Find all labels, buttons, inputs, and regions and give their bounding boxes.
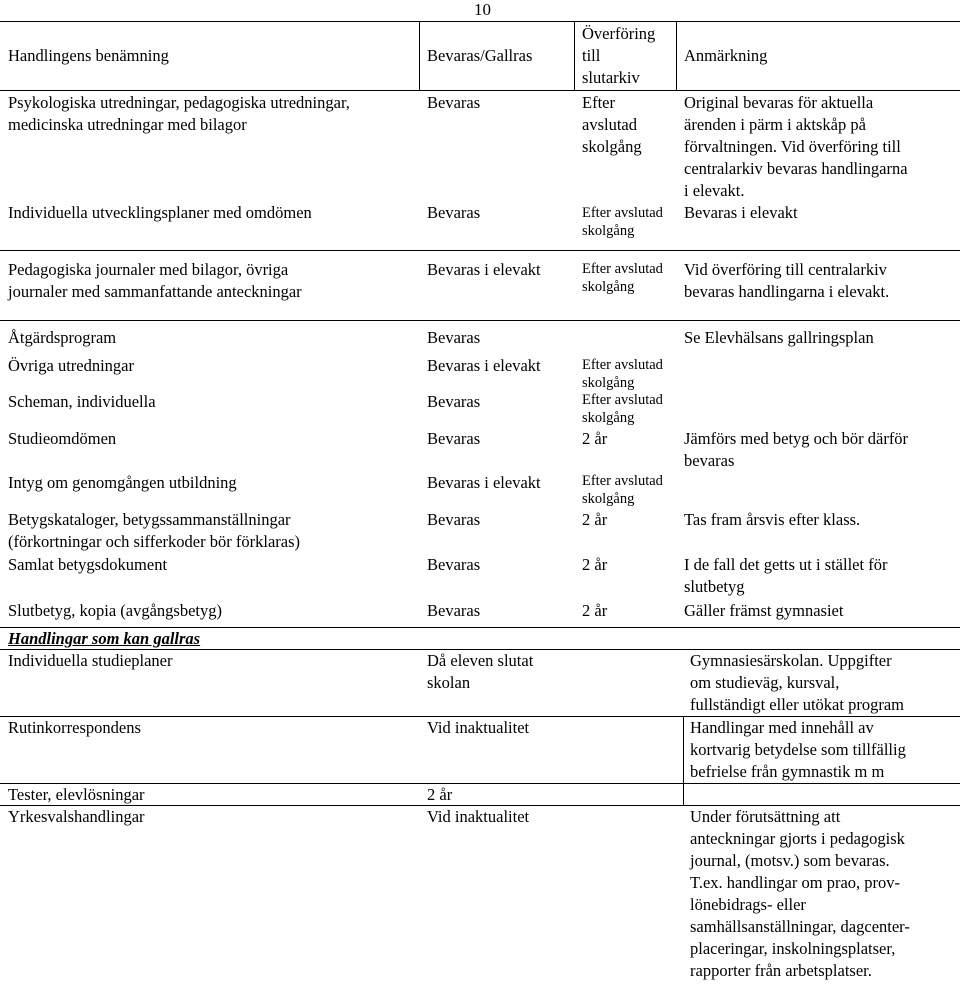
remark: samhällsanställningar, dagcenter- [690,917,910,936]
document-name: journaler med sammanfattande anteckningar [8,282,302,301]
retention-status: Bevaras i elevakt [427,473,541,492]
transfer-time: Efter avslutad [582,357,663,373]
document-name: Scheman, individuella [8,392,156,411]
remark: Tas fram årsvis efter klass. [684,510,861,529]
remark: kortvarig betydelse som tillfällig [690,740,906,759]
remark: Jämförs med betyg och bör därför [684,429,909,448]
transfer-time: 2 år [582,555,608,574]
retention-status: Bevaras [427,601,481,620]
transfer-time: avslutad [582,115,637,134]
remark: T.ex. handlingar om prao, prov- [690,873,901,892]
transfer-time: skolgång [582,491,635,507]
retention-status: Bevaras i elevakt [427,260,541,279]
document-name: medicinska utredningar med bilagor [8,115,247,134]
document-name: Individuella studieplaner [8,651,173,670]
transfer-time: Efter avslutad [582,205,663,221]
document-name: Psykologiska utredningar, pedagogiska utredningar, [8,93,350,112]
document-name: Slutbetyg, kopia (avgångsbetyg) [8,601,223,620]
column-divider [683,716,684,805]
retention-status: Bevaras i elevakt [427,356,541,375]
transfer-time: Efter avslutad [582,473,663,489]
retention-status: Bevaras [427,429,481,448]
retention-status: Bevaras [427,555,481,574]
row-divider [0,250,960,251]
document-name: Betygskataloger, betygssammanställningar [8,510,291,529]
page-number: 10 [474,0,491,19]
transfer-time: skolgång [582,223,635,239]
transfer-time: skolgång [582,137,642,156]
document-name: Rutinkorrespondens [8,718,141,737]
remark: fullständigt eller utökat program [690,695,904,714]
remark: befrielse från gymnastik m m [690,762,885,781]
column-divider [419,21,420,90]
discard-when: Vid inaktualitet [427,718,530,737]
transfer-time: skolgång [582,279,635,295]
remark: lönebidrags- eller [690,895,806,914]
transfer-time: 2 år [582,601,608,620]
discard-when: skolan [427,673,471,692]
remark: Original bevaras för aktuella [684,93,874,112]
remark: Vid överföring till centralarkiv [684,260,887,279]
discard-when: Då eleven slutat [427,651,534,670]
document-name: Pedagogiska journaler med bilagor, övriga [8,260,289,279]
transfer-time: skolgång [582,410,635,426]
document-name: Individuella utvecklingsplaner med omdömen [8,203,312,222]
remark: bevaras [684,451,735,470]
column-divider [574,21,575,90]
transfer-time: skolgång [582,375,635,391]
header-remark: Anmärkning [684,46,768,65]
remark: i elevakt. [684,181,745,200]
remark: Bevaras i elevakt [684,203,798,222]
transfer-time: Efter avslutad [582,261,663,277]
document-name: Yrkesvalshandlingar [8,807,145,826]
remark: Gymnasiesärskolan. Uppgifter [690,651,892,670]
row-divider [0,320,960,321]
header-keep-or-discard: Bevaras/Gallras [427,46,533,65]
document-name: Samlat betygsdokument [8,555,168,574]
header-bottom-border [0,90,960,91]
discard-when: Vid inaktualitet [427,807,530,826]
remark: Handlingar med innehåll av [690,718,874,737]
retention-status: Bevaras [427,328,481,347]
document-name: (förkortningar och sifferkoder bör förklaras) [8,532,300,551]
retention-status: Bevaras [427,93,481,112]
transfer-time: Efter avslutad [582,392,663,408]
remark: ärenden i pärm i aktskåp på [684,115,866,134]
remark: bevaras handlingarna i elevakt. [684,282,890,301]
document-name: Tester, elevlösningar [8,785,145,804]
table-top-border [0,21,960,22]
document-name: Åtgärdsprogram [8,328,117,347]
remark: placeringar, inskolningsplatser, [690,939,896,958]
remark: rapporter från arbetsplatser. [690,961,872,980]
retention-status: Bevaras [427,510,481,529]
transfer-time: 2 år [582,510,608,529]
document-name: Studieomdömen [8,429,117,448]
document-name: Intyg om genomgången utbildning [8,473,237,492]
transfer-time: Efter [582,93,615,112]
column-divider [676,21,677,90]
remark: förvaltningen. Vid överföring till [684,137,901,156]
section-heading: Handlingar som kan gallras [8,629,201,648]
remark: I de fall det getts ut i stället för [684,555,888,574]
document-name: Övriga utredningar [8,356,134,375]
remark: slutbetyg [684,577,745,596]
remark: om studieväg, kursval, [690,673,840,692]
header-document-name: Handlingens benämning [8,46,169,65]
remark: Gäller främst gymnasiet [684,601,844,620]
remark: centralarkiv bevaras handlingarna [684,159,908,178]
remark: Under förutsättning att [690,807,841,826]
retention-status: Bevaras [427,392,481,411]
remark: journal, (motsv.) som bevaras. [690,851,890,870]
remark: anteckningar gjorts i pedagogisk [690,829,905,848]
retention-status: Bevaras [427,203,481,222]
transfer-time: 2 år [582,429,608,448]
discard-when: 2 år [427,785,453,804]
remark: Se Elevhälsans gallringsplan [684,328,874,347]
